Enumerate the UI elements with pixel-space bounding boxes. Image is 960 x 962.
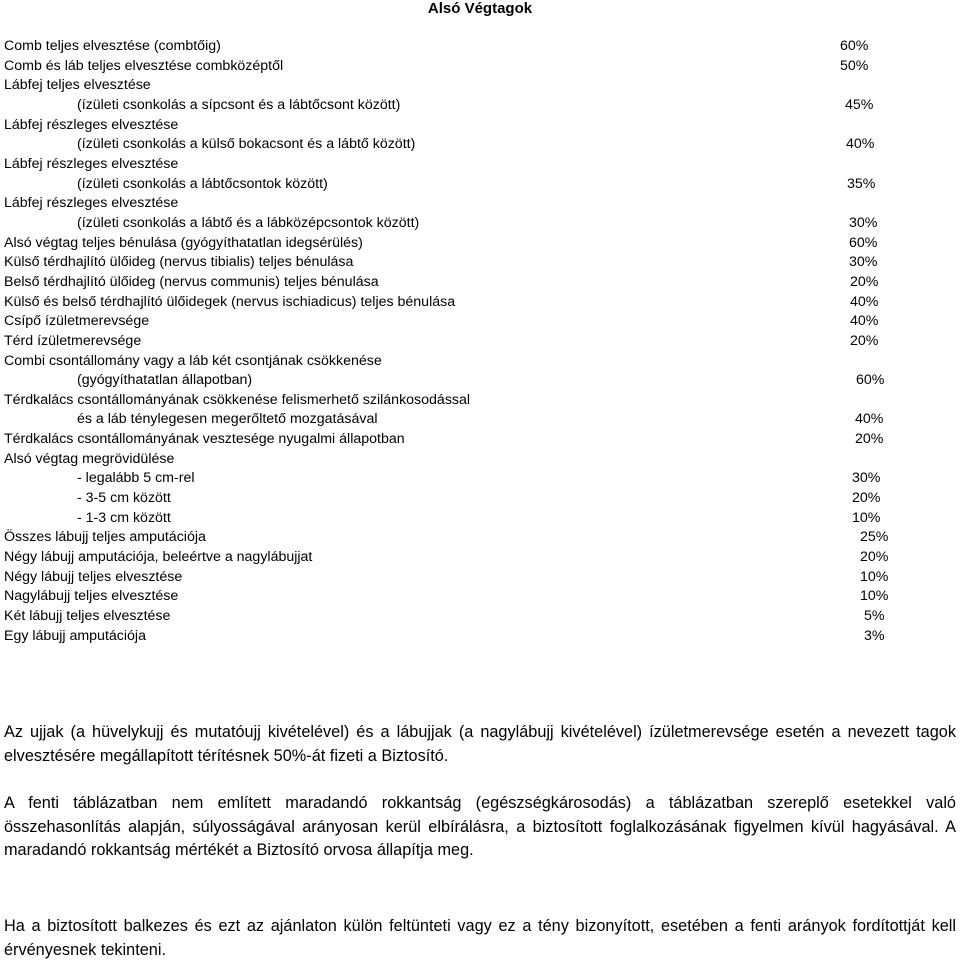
row-percentage: 5% bbox=[864, 608, 885, 625]
row-label: Térdkalács csontállományának csökkenése felismerhető szilánkosodással bbox=[4, 391, 471, 408]
row-percentage: 40% bbox=[850, 293, 879, 310]
row-percentage: 20% bbox=[850, 273, 879, 290]
table-row bbox=[4, 410, 904, 430]
row-percentage: 40% bbox=[850, 313, 879, 330]
row-label: - legalább 5 cm-rel bbox=[77, 470, 195, 487]
table-row bbox=[4, 155, 904, 175]
row-label: Comb teljes elvesztése (combtőig) bbox=[4, 38, 221, 54]
row-percentage: 60% bbox=[856, 372, 885, 389]
row-label: Lábfej részleges elvesztése bbox=[4, 116, 179, 133]
row-label: Lábfej teljes elvesztése bbox=[4, 77, 151, 94]
row-label: Külső és belső térdhajlító ülőidegek (nervus ischiadicus) teljes bénulása bbox=[4, 293, 456, 310]
row-label: - 1-3 cm között bbox=[77, 509, 171, 526]
left-handed-paragraph: Ha a biztosított balkezes és ezt az ajánlaton külön feltünteti vagy ez a tény bizonyított, esetében a fenti arányok fordítottját kell érvényesnek tekinteni. bbox=[4, 917, 956, 959]
row-label: Comb és láb teljes elvesztése combközéptől bbox=[4, 57, 284, 74]
row-label: (ízületi csonkolás a lábtő és a lábközépcsontok között) bbox=[77, 214, 420, 231]
table-row bbox=[4, 489, 904, 509]
row-percentage: 25% bbox=[860, 529, 889, 546]
row-percentage: 60% bbox=[840, 38, 869, 54]
unlisted-disability-paragraph: A fenti táblázatban nem említett maradandó rokkantság (egészségkárosodás) a táblázatban szereplő esetekkel való összehasonlítás alapján, súlyosságával arányosan kerül elbírálásra, a biztosított foglalkozásának figyelmen kívül hagyásával. A maradandó rokkantság mértékét a Biztosító orvosa állapítja meg. bbox=[4, 794, 956, 859]
table-row bbox=[4, 509, 904, 529]
row-percentage: 20% bbox=[850, 332, 879, 349]
row-label: Alsó végtag teljes bénulása (gyógyíthatatlan idegsérülés) bbox=[4, 234, 363, 251]
table-row bbox=[4, 607, 904, 627]
row-label: és a láb ténylegesen megerőltető mozgatásával bbox=[77, 411, 378, 428]
row-percentage: 45% bbox=[845, 96, 874, 113]
table-row bbox=[4, 312, 904, 332]
table-row bbox=[4, 352, 904, 372]
table-row bbox=[4, 627, 904, 647]
row-percentage: 30% bbox=[849, 214, 878, 231]
table-row bbox=[4, 96, 904, 116]
row-percentage: 40% bbox=[846, 136, 875, 153]
row-label: Belső térdhajlító ülőideg (nervus communis) teljes bénulása bbox=[4, 273, 379, 290]
row-percentage: 20% bbox=[855, 431, 884, 448]
table-row bbox=[4, 430, 904, 450]
row-label: - 3-5 cm között bbox=[77, 490, 171, 507]
table-row bbox=[4, 116, 904, 136]
table-row bbox=[4, 568, 904, 588]
table-row bbox=[4, 37, 904, 57]
row-label: Térd ízületmerevsége bbox=[4, 332, 142, 349]
row-label: Alsó végtag megrövidülése bbox=[4, 450, 175, 467]
row-label: Két lábujj teljes elvesztése bbox=[4, 608, 171, 625]
row-label: Csípő ízületmerevsége bbox=[4, 313, 150, 330]
row-label: (ízületi csonkolás a külső bokacsont és a lábtő között) bbox=[77, 136, 416, 153]
table-row bbox=[4, 57, 904, 77]
table-row bbox=[4, 76, 904, 96]
row-percentage: 40% bbox=[855, 411, 884, 428]
row-percentage: 3% bbox=[864, 627, 885, 644]
row-percentage: 50% bbox=[840, 57, 869, 74]
finger-stiffness-paragraph: Az ujjak (a hüvelykujj és mutatóujj kivételével) és a lábujjak (a nagylábujj kivételével) ízületmerevsége esetén a nevezett tagok elvesztésére megállapított térítésnek 50%-át fizeti a Biztosító. bbox=[4, 723, 956, 765]
row-percentage: 10% bbox=[860, 588, 889, 605]
row-label: Egy lábujj amputációja bbox=[4, 627, 146, 644]
table-row bbox=[4, 332, 904, 352]
table-row bbox=[4, 253, 904, 273]
row-percentage: 10% bbox=[852, 509, 881, 526]
row-percentage: 20% bbox=[860, 549, 889, 566]
row-percentage: 30% bbox=[852, 470, 881, 487]
row-label: Térdkalács csontállományának vesztesége nyugalmi állapotban bbox=[4, 431, 405, 448]
table-row bbox=[4, 273, 904, 293]
disability-rate-table bbox=[4, 37, 904, 646]
row-percentage: 35% bbox=[847, 175, 876, 192]
row-percentage: 60% bbox=[849, 234, 878, 251]
table-row bbox=[4, 450, 904, 470]
table-row bbox=[4, 587, 904, 607]
row-label: Négy lábujj amputációja, beleértve a nagylábujjat bbox=[4, 549, 313, 566]
row-label: Nagylábujj teljes elvesztése bbox=[4, 588, 179, 605]
table-row bbox=[4, 391, 904, 411]
table-row bbox=[4, 528, 904, 548]
table-row bbox=[4, 175, 904, 195]
row-percentage: 30% bbox=[849, 254, 878, 271]
table-row bbox=[4, 135, 904, 155]
row-label: Négy lábujj teljes elvesztése bbox=[4, 568, 183, 585]
row-label: Összes lábujj teljes amputációja bbox=[4, 529, 206, 546]
table-row bbox=[4, 234, 904, 254]
row-percentage: 20% bbox=[852, 490, 881, 507]
table-row bbox=[4, 194, 904, 214]
table-row bbox=[4, 469, 904, 489]
row-label: (ízületi csonkolás a lábtőcsontok között) bbox=[77, 175, 328, 192]
row-percentage: 10% bbox=[860, 568, 889, 585]
row-label: Combi csontállomány vagy a láb két csontjának csökkenése bbox=[4, 352, 382, 369]
table-row bbox=[4, 293, 904, 313]
page-title: Alsó Végtagok bbox=[427, 0, 533, 17]
row-label: Lábfej részleges elvesztése bbox=[4, 195, 179, 212]
table-row bbox=[4, 214, 904, 234]
row-label: (gyógyíthatatlan állapotban) bbox=[77, 372, 253, 389]
row-label: Lábfej részleges elvesztése bbox=[4, 155, 179, 172]
table-row bbox=[4, 548, 904, 568]
table-row bbox=[4, 371, 904, 391]
row-label: Külső térdhajlító ülőideg (nervus tibialis) teljes bénulása bbox=[4, 254, 354, 271]
row-label: (ízületi csonkolás a sípcsont és a lábtőcsont között) bbox=[77, 96, 401, 113]
